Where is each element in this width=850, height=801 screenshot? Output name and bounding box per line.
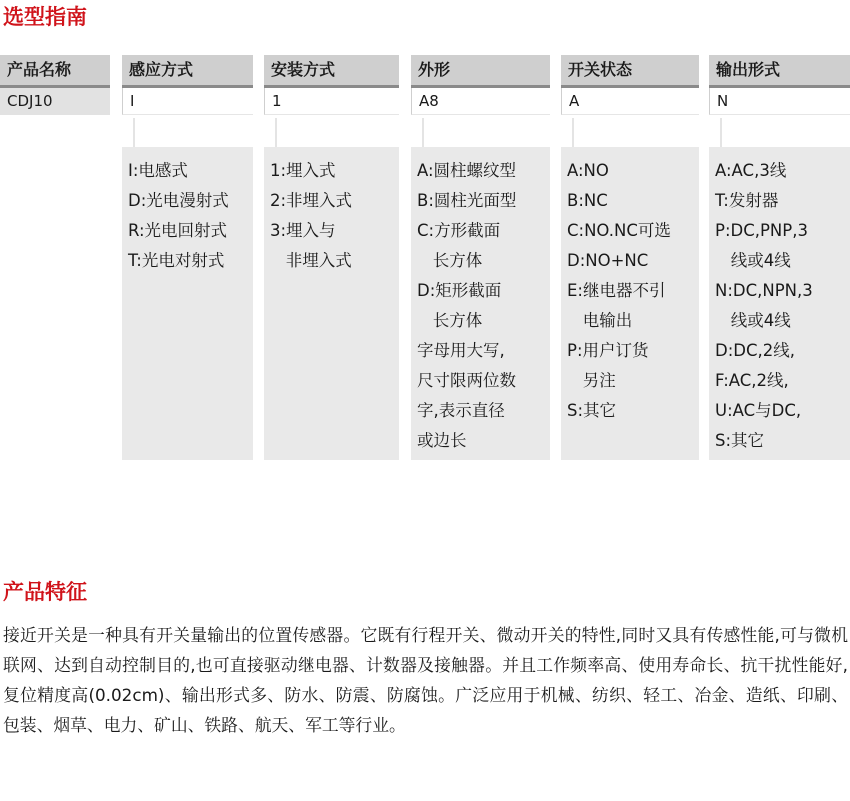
option-item: C:方形截面 bbox=[417, 221, 501, 240]
option-item: 或边长 bbox=[417, 431, 467, 450]
option-item: A:圆柱螺纹型 bbox=[417, 161, 517, 180]
column-header: 安装方式 bbox=[264, 55, 399, 88]
option-item: 字母用大写, bbox=[417, 341, 505, 360]
column-header: 输出形式 bbox=[709, 55, 850, 88]
options-list bbox=[709, 147, 850, 460]
option-item: I:电感式 bbox=[128, 161, 188, 180]
option-item: 1:埋入式 bbox=[270, 161, 336, 180]
options-list bbox=[561, 147, 699, 460]
option-item: 尺寸限两位数 bbox=[417, 371, 516, 390]
option-item: 线或4线 bbox=[715, 251, 791, 270]
column-value: A bbox=[561, 88, 699, 115]
column-1 bbox=[0, 55, 110, 115]
option-item: 电输出 bbox=[567, 311, 633, 330]
option-item: 长方体 bbox=[417, 311, 483, 330]
option-item: 长方体 bbox=[417, 251, 483, 270]
option-item: 2:非埋入式 bbox=[270, 191, 353, 210]
product-features-text: 接近开关是一种具有开关量输出的位置传感器。它既有行程开关、微动开关的特性,同时又具有传感性能,可与微机联网、达到自动控制目的,也可直接驱动继电器、计数器及接触器。并且工作频率高、使用寿命长、抗干扰性能好,复位精度高(0.02cm)、输出形式多、防水、防震、防腐蚀。广泛应用于机械、纺织、轻工、冶金、造纸、印刷、包装、烟草、电力、矿山、铁路、航天、军工等行业。 bbox=[3, 625, 848, 735]
option-item: S:其它 bbox=[567, 401, 617, 420]
option-item: 3:埋入与 bbox=[270, 221, 336, 240]
option-item: 另注 bbox=[567, 371, 616, 390]
options-list bbox=[122, 147, 253, 460]
option-item: T:光电对射式 bbox=[128, 251, 225, 270]
option-item: 非埋入式 bbox=[270, 251, 352, 270]
column-header: 感应方式 bbox=[122, 55, 253, 88]
column-value: I bbox=[122, 88, 253, 115]
option-item: S:其它 bbox=[715, 431, 765, 450]
options-list bbox=[264, 147, 399, 460]
column-2 bbox=[122, 55, 253, 270]
option-item: A:NO bbox=[567, 161, 609, 180]
column-3 bbox=[264, 55, 399, 270]
option-item: A:AC,3线 bbox=[715, 161, 787, 180]
option-item: D:矩形截面 bbox=[417, 281, 502, 300]
column-header: 产品名称 bbox=[0, 55, 110, 88]
option-item: P:用户订货 bbox=[567, 341, 649, 360]
column-6 bbox=[709, 55, 850, 450]
option-item: 线或4线 bbox=[715, 311, 791, 330]
selection-guide-title: 选型指南 bbox=[3, 5, 87, 29]
column-value: A8 bbox=[411, 88, 550, 115]
option-item: T:发射器 bbox=[715, 191, 779, 210]
option-item: D:NO+NC bbox=[567, 251, 649, 270]
column-4 bbox=[411, 55, 550, 450]
option-item: 字,表示直径 bbox=[417, 401, 505, 420]
option-item: D:光电漫射式 bbox=[128, 191, 229, 210]
column-value: CDJ10 bbox=[0, 88, 110, 115]
column-value: N bbox=[709, 88, 850, 115]
option-item: N:DC,NPN,3 bbox=[715, 281, 813, 300]
option-item: E:继电器不引 bbox=[567, 281, 666, 300]
option-item: B:圆柱光面型 bbox=[417, 191, 517, 210]
column-5 bbox=[561, 55, 699, 420]
column-header: 外形 bbox=[411, 55, 550, 88]
option-item: C:NO.NC可选 bbox=[567, 221, 671, 240]
column-header: 开关状态 bbox=[561, 55, 699, 88]
option-item: P:DC,PNP,3 bbox=[715, 221, 808, 240]
option-item: R:光电回射式 bbox=[128, 221, 228, 240]
column-value: 1 bbox=[264, 88, 399, 115]
option-item: B:NC bbox=[567, 191, 608, 210]
option-item: D:DC,2线, bbox=[715, 341, 795, 360]
option-item: U:AC与DC, bbox=[715, 401, 802, 420]
options-list bbox=[411, 147, 550, 460]
option-item: F:AC,2线, bbox=[715, 371, 789, 390]
product-features-title: 产品特征 bbox=[3, 580, 87, 604]
